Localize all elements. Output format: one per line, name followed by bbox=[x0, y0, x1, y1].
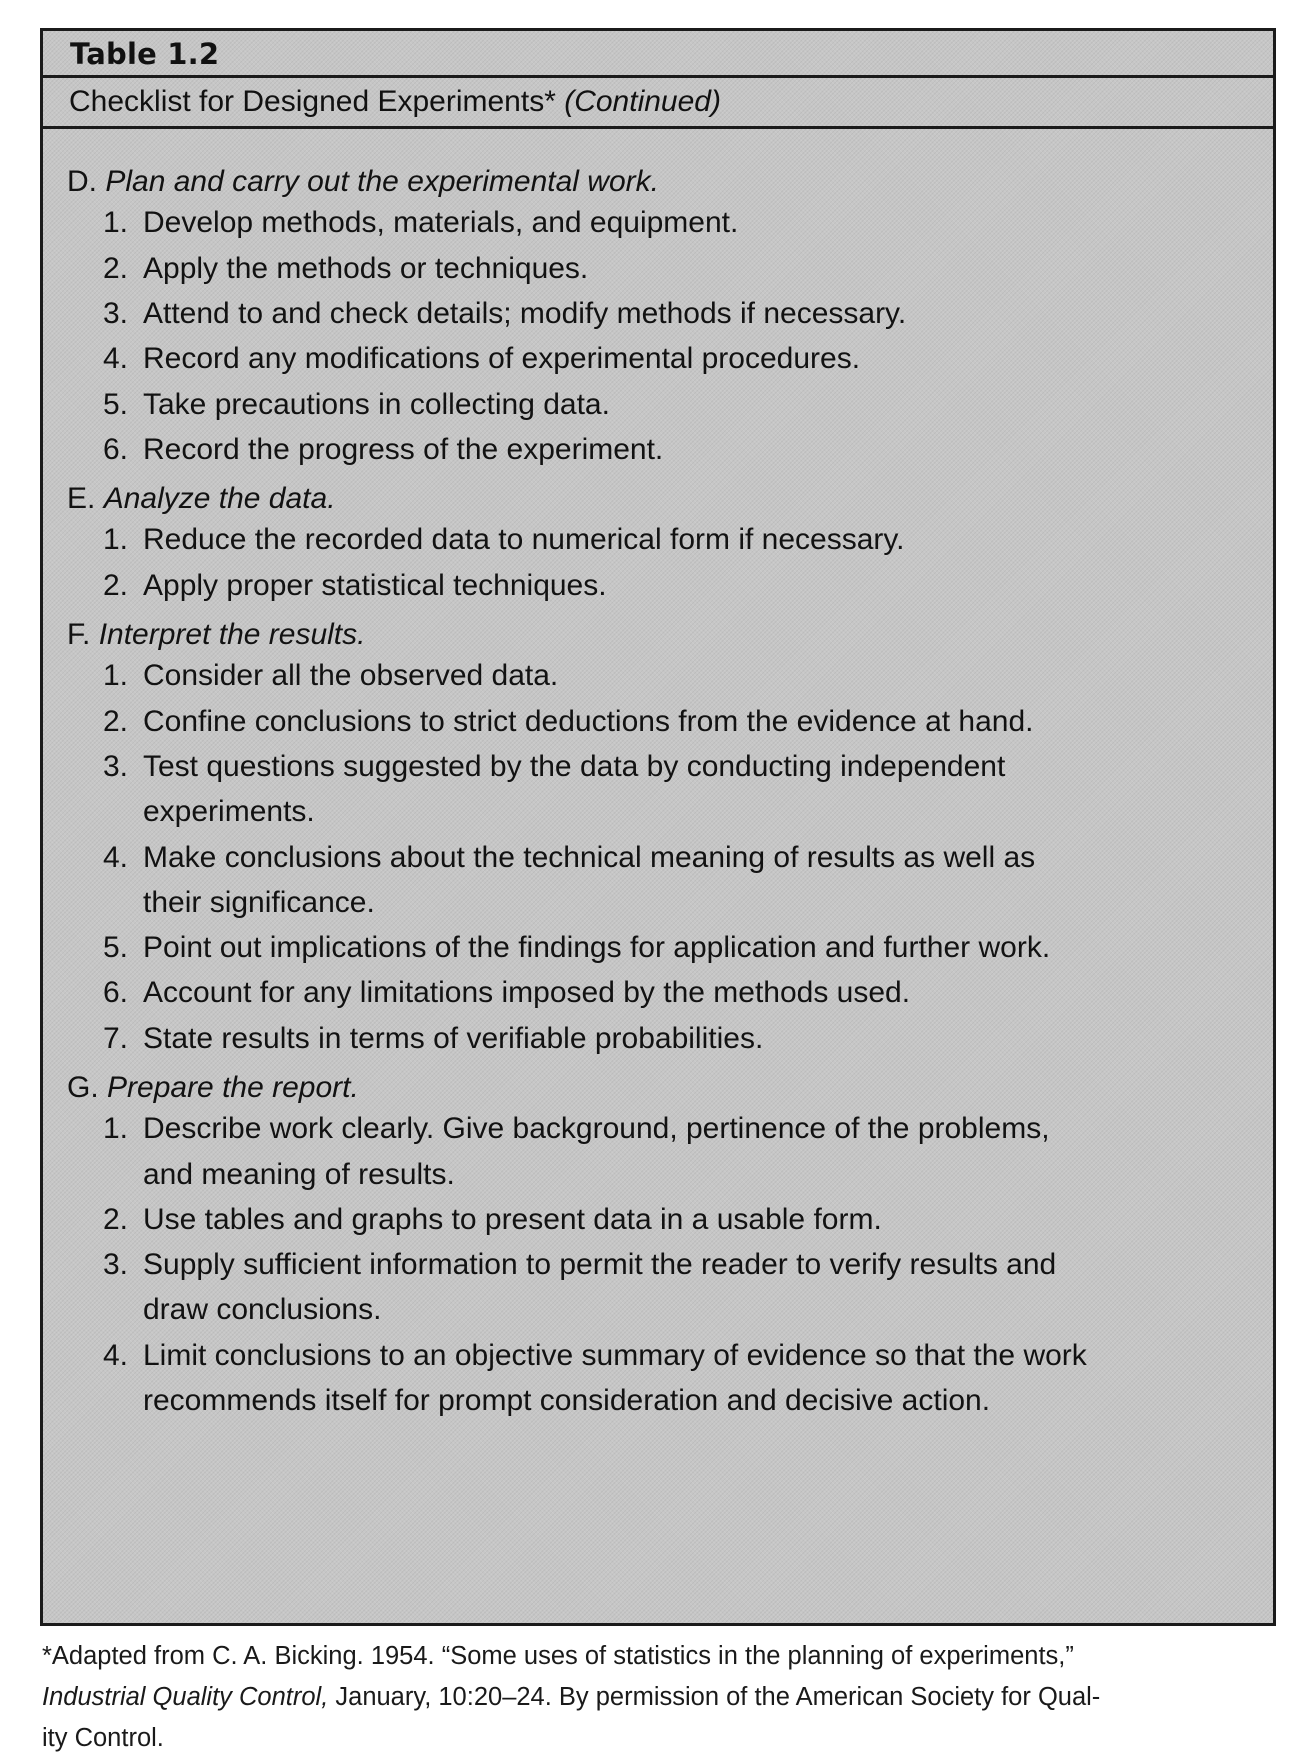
item-number: 2. bbox=[103, 568, 129, 602]
item-text-continued: their significance. bbox=[143, 885, 375, 919]
item-text: Apply the methods or techniques. bbox=[143, 251, 589, 285]
footnote-line: ity Control. bbox=[42, 1724, 164, 1752]
item-text: Supply sufficient information to permit the reader to verify results and bbox=[143, 1248, 1057, 1282]
item-text: Record the progress of the experiment. bbox=[143, 432, 664, 466]
item-text: Apply proper statistical techniques. bbox=[143, 568, 607, 602]
item-number: 3. bbox=[103, 296, 129, 330]
footnote-journal: Industrial Quality Control, bbox=[42, 1683, 329, 1711]
section-title: Interpret the results. bbox=[98, 618, 366, 651]
item-text: Take precautions in collecting data. bbox=[143, 387, 610, 421]
footnote-line bbox=[42, 1677, 1262, 1718]
section-heading bbox=[67, 165, 659, 199]
item-text: Consider all the observed data. bbox=[143, 659, 559, 693]
item-text: State results in terms of verifiable probabilities. bbox=[143, 1021, 764, 1055]
item-number: 1. bbox=[103, 206, 129, 240]
item-text: Use tables and graphs to present data in a usable form. bbox=[143, 1202, 882, 1236]
section-letter: E. bbox=[67, 482, 96, 516]
section-heading bbox=[67, 618, 365, 652]
footnote-line: *Adapted from C. A. Bicking. 1954. “Some uses of statistics in the planning of experiments,” bbox=[42, 1642, 1074, 1670]
table-label-row bbox=[43, 31, 1273, 78]
item-text: Test questions suggested by the data by conducting independent bbox=[143, 749, 1006, 783]
item-number: 5. bbox=[103, 387, 129, 421]
footnote-citation: January, 10:20–24. By permission of the American Society for Qual- bbox=[328, 1683, 1101, 1711]
item-number: 5. bbox=[103, 931, 129, 965]
item-text: Account for any limitations imposed by the methods used. bbox=[143, 976, 911, 1010]
item-number: 2. bbox=[103, 251, 129, 285]
section-title: Analyze the data. bbox=[103, 482, 336, 516]
section-letter: D. bbox=[67, 165, 97, 198]
table-title-text: Checklist for Designed Experiments* bbox=[69, 85, 556, 118]
section-letter: F. bbox=[67, 618, 91, 651]
section-title: Prepare the report. bbox=[107, 1071, 359, 1104]
item-text: Record any modifications of experimental procedures. bbox=[143, 342, 861, 376]
item-number: 3. bbox=[103, 1248, 129, 1282]
item-text: Reduce the recorded data to numerical form if necessary. bbox=[143, 523, 905, 557]
section-title: Plan and carry out the experimental work. bbox=[105, 165, 659, 198]
item-number: 4. bbox=[103, 1338, 129, 1372]
section-heading bbox=[67, 482, 336, 516]
item-number: 4. bbox=[103, 840, 129, 874]
checklist-table bbox=[40, 28, 1276, 1626]
item-text-continued: draw conclusions. bbox=[143, 1293, 382, 1327]
item-number: 1. bbox=[103, 659, 129, 693]
item-text-continued: and meaning of results. bbox=[143, 1157, 455, 1191]
item-number: 6. bbox=[103, 432, 129, 466]
table-label: Table 1.2 bbox=[70, 37, 220, 71]
item-number: 1. bbox=[103, 523, 129, 557]
item-number: 3. bbox=[103, 749, 129, 783]
item-text: Make conclusions about the technical meaning of results as well as bbox=[143, 840, 1036, 874]
item-text: Point out implications of the findings for application and further work. bbox=[143, 931, 1051, 965]
section-heading bbox=[67, 1071, 359, 1105]
item-text: Attend to and check details; modify methods if necessary. bbox=[143, 296, 907, 330]
item-number: 2. bbox=[103, 704, 129, 738]
item-text: Limit conclusions to an objective summary of evidence so that the work bbox=[143, 1338, 1087, 1372]
item-text: Confine conclusions to strict deductions from the evidence at hand. bbox=[143, 704, 1034, 738]
item-number: 1. bbox=[103, 1112, 129, 1146]
table-title bbox=[69, 85, 721, 119]
item-number: 6. bbox=[103, 976, 129, 1010]
item-text: Develop methods, materials, and equipment. bbox=[143, 206, 739, 240]
table-title-note: (Continued) bbox=[564, 85, 721, 118]
table-title-row bbox=[43, 78, 1273, 129]
item-text-continued: recommends itself for prompt consideration and decisive action. bbox=[143, 1384, 991, 1418]
footnote bbox=[42, 1636, 1262, 1755]
section-letter: G. bbox=[67, 1071, 99, 1104]
item-text-continued: experiments. bbox=[143, 795, 315, 829]
item-number: 7. bbox=[103, 1021, 129, 1055]
item-text: Describe work clearly. Give background, pertinence of the problems, bbox=[143, 1112, 1050, 1146]
item-number: 2. bbox=[103, 1202, 129, 1236]
item-number: 4. bbox=[103, 342, 129, 376]
